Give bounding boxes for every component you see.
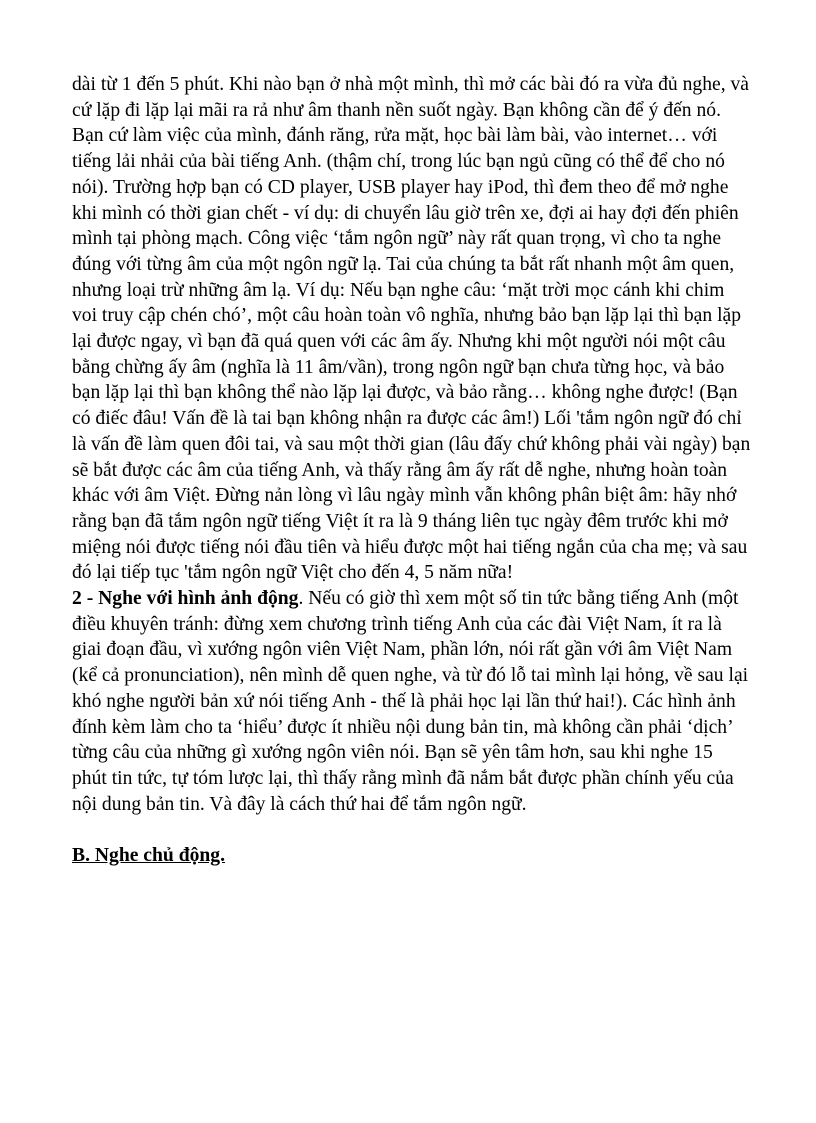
body-paragraph-1: dài từ 1 đến 5 phút. Khi nào bạn ở nhà một mình, thì mở các bài đó ra vừa đủ nghe, và cứ lặp đi lặp lại mãi ra rả như âm thanh nền suốt ngày. Bạn không cần để ý đến nó. Bạn cứ làm việc của mình, đánh răng, rửa mặt, học bài làm bài, vào internet… với tiếng lải nhải của bài tiếng Anh. (thậm chí, trong lúc bạn ngủ cũng có thể để cho nó nói). Trường hợp bạn có CD player, USB player hay iPod, thì đem theo để mở nghe khi mình có thời gian chết - ví dụ: di chuyển lâu giờ trên xe, đợi ai hay đợi đến phiên mình tại phòng mạch. Công việc ‘tắm ngôn ngữ’ này rất quan trọng, vì cho ta nghe đúng với từng âm của một ngôn ngữ lạ. Tai của chúng ta bắt rất nhanh một âm quen, nhưng loại trừ những âm lạ. Ví dụ: Nếu bạn nghe câu: ‘mặt trời mọc cánh khi chim voi truy cập chén chó’, một câu hoàn toàn vô nghĩa, nhưng bảo bạn lặp lại thì bạn lặp lại được ngay, vì bạn đã quá quen với các âm ấy. Nhưng khi một người nói một câu bằng chừng ấy âm (nghĩa là 11 âm/vần), trong ngôn ngữ bạn chưa từng học, và bảo bạn lặp lại thì bạn không thể nào lặp lại được, và bảo rằng… không nghe được! (Bạn có điếc đâu! Vấn đề là tai bạn không nhận ra được các âm!) Lối 'tắm ngôn ngữ đó chỉ là vấn đề làm quen đôi tai, và sau một thời gian (lâu đấy chứ không phải vài ngày) bạn sẽ bắt được các âm của tiếng Anh, và thấy rằng âm ấy rất dễ nghe, nhưng hoàn toàn khác với âm Việt. Đừng nản lòng vì lâu ngày mình vẫn không phân biệt âm: hãy nhớ rằng bạn đã tắm ngôn ngữ tiếng Việt ít ra là 9 tháng liên tục ngày đêm trước khi mở miệng nói được tiếng nói đầu tiên và hiểu được một hai tiếng ngắn của cha mẹ; và sau đó lại tiếp tục 'tắm ngôn ngữ Việt cho đến 4, 5 năm nữa!	[72, 74, 751, 584]
paragraph-2-body: . Nếu có giờ thì xem một số tin tức bằng tiếng Anh (một điều khuyên tránh: đừng xem chương trình tiếng Anh của các đài Việt Nam, ít ra là giai đoạn đầu, vì xướng ngôn viên Việt Nam, phần lớn, nói rất gần với âm Việt Nam (kể cả pronunciation), nên mình dễ quen nghe, và từ đó lỗ tai mình lại hỏng, về sau lại khó nghe người bản xứ nói tiếng Anh - thế là phải học lại lần thứ hai!). Các hình ảnh đính kèm làm cho ta ‘hiểu’ được ít nhiều nội dung bản tin, mà không cần phải ‘dịch’ từng câu của những gì xướng ngôn viên nói. Bạn sẽ yên tâm hơn, sau khi nghe 15 phút tin tức, tự tóm lược lại, thì thấy rằng mình đã nắm bắt được phần chính yếu của nội dung bản tin. Và đây là cách thứ hai để tắm ngôn ngữ.	[72, 588, 749, 815]
body-paragraph-2	[72, 586, 752, 817]
document-page	[72, 72, 752, 869]
section-b-heading: B. Nghe chủ động.	[72, 845, 225, 867]
paragraph-2-heading: 2 - Nghe với hình ảnh động	[72, 588, 299, 610]
